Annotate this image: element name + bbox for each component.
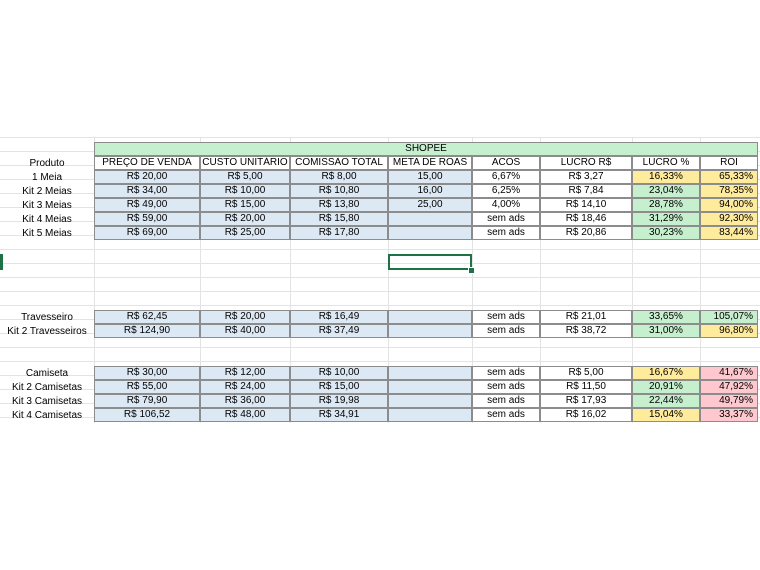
preco-de-venda-cell[interactable]: R$ 62,45: [94, 310, 200, 324]
custo-unitario-cell[interactable]: R$ 20,00: [200, 310, 290, 324]
meta-de-roas-cell[interactable]: [388, 408, 472, 422]
custo-unitario-cell[interactable]: R$ 48,00: [200, 408, 290, 422]
acos-cell[interactable]: sem ads: [472, 226, 540, 240]
roi-cell[interactable]: 105,07%: [700, 310, 758, 324]
acos-cell[interactable]: sem ads: [472, 380, 540, 394]
active-row-indicator: [0, 254, 3, 270]
roi-cell[interactable]: 47,92%: [700, 380, 758, 394]
comissao-total-cell[interactable]: R$ 13,80: [290, 198, 388, 212]
meta-de-roas-cell[interactable]: 16,00: [388, 184, 472, 198]
lucro-reais-cell[interactable]: R$ 20,86: [540, 226, 632, 240]
gridline: [0, 249, 760, 250]
header-roi[interactable]: ROI: [700, 156, 758, 170]
product-name-cell[interactable]: Travesseiro: [21, 311, 73, 323]
header-acos[interactable]: ACOS: [472, 156, 540, 170]
meta-de-roas-cell[interactable]: 15,00: [388, 170, 472, 184]
comissao-total-cell[interactable]: R$ 10,00: [290, 366, 388, 380]
acos-cell[interactable]: sem ads: [472, 394, 540, 408]
meta-de-roas-cell[interactable]: 25,00: [388, 198, 472, 212]
lucro-percent-cell[interactable]: 30,23%: [632, 226, 700, 240]
lucro-reais-cell[interactable]: R$ 5,00: [540, 366, 632, 380]
shopee-banner[interactable]: SHOPEE: [94, 142, 758, 156]
custo-unitario-cell[interactable]: R$ 24,00: [200, 380, 290, 394]
comissao-total-cell[interactable]: R$ 34,91: [290, 408, 388, 422]
meta-de-roas-cell[interactable]: [388, 226, 472, 240]
roi-cell[interactable]: 96,80%: [700, 324, 758, 338]
meta-de-roas-cell[interactable]: [388, 380, 472, 394]
preco-de-venda-cell[interactable]: R$ 20,00: [94, 170, 200, 184]
meta-de-roas-cell[interactable]: [388, 310, 472, 324]
gridline: [0, 277, 760, 278]
lucro-reais-cell[interactable]: R$ 18,46: [540, 212, 632, 226]
preco-de-venda-cell[interactable]: R$ 55,00: [94, 380, 200, 394]
active-cell-selection[interactable]: [388, 254, 472, 270]
lucro-percent-cell[interactable]: 16,33%: [632, 170, 700, 184]
lucro-percent-cell[interactable]: 28,78%: [632, 198, 700, 212]
acos-cell[interactable]: sem ads: [472, 310, 540, 324]
roi-cell[interactable]: 49,79%: [700, 394, 758, 408]
roi-cell[interactable]: 92,30%: [700, 212, 758, 226]
comissao-total-cell[interactable]: R$ 15,80: [290, 212, 388, 226]
lucro-percent-cell[interactable]: 16,67%: [632, 366, 700, 380]
acos-cell[interactable]: 6,67%: [472, 170, 540, 184]
comissao-total-cell[interactable]: R$ 19,98: [290, 394, 388, 408]
gridline: [0, 361, 760, 362]
custo-unitario-cell[interactable]: R$ 20,00: [200, 212, 290, 226]
roi-cell[interactable]: 78,35%: [700, 184, 758, 198]
product-name-cell[interactable]: Kit 5 Meias: [22, 227, 72, 239]
comissao-total-cell[interactable]: R$ 17,80: [290, 226, 388, 240]
preco-de-venda-cell[interactable]: R$ 59,00: [94, 212, 200, 226]
header-preco-de-venda[interactable]: PREÇO DE VENDA: [94, 156, 200, 170]
product-name-cell[interactable]: Kit 2 Travesseiros: [7, 325, 87, 337]
gridline: [0, 137, 760, 138]
preco-de-venda-cell[interactable]: R$ 30,00: [94, 366, 200, 380]
preco-de-venda-cell[interactable]: R$ 124,90: [94, 324, 200, 338]
comissao-total-cell[interactable]: R$ 37,49: [290, 324, 388, 338]
meta-de-roas-cell[interactable]: [388, 366, 472, 380]
comissao-total-cell[interactable]: R$ 15,00: [290, 380, 388, 394]
product-name-cell[interactable]: Kit 3 Camisetas: [11, 395, 83, 407]
custo-unitario-cell[interactable]: R$ 25,00: [200, 226, 290, 240]
acos-cell[interactable]: sem ads: [472, 212, 540, 226]
lucro-percent-cell[interactable]: 15,04%: [632, 408, 700, 422]
product-name-cell[interactable]: Camiseta: [25, 367, 69, 379]
header-comissao-total[interactable]: COMISSÃO TOTAL: [290, 156, 388, 170]
preco-de-venda-cell[interactable]: R$ 69,00: [94, 226, 200, 240]
roi-cell[interactable]: 41,67%: [700, 366, 758, 380]
lucro-reais-cell[interactable]: R$ 17,93: [540, 394, 632, 408]
roi-cell[interactable]: 94,00%: [700, 198, 758, 212]
lucro-percent-cell[interactable]: 31,29%: [632, 212, 700, 226]
lucro-percent-cell[interactable]: 22,44%: [632, 394, 700, 408]
lucro-reais-cell[interactable]: R$ 21,01: [540, 310, 632, 324]
comissao-total-cell[interactable]: R$ 8,00: [290, 170, 388, 184]
acos-cell[interactable]: sem ads: [472, 366, 540, 380]
lucro-reais-cell[interactable]: R$ 7,84: [540, 184, 632, 198]
custo-unitario-cell[interactable]: R$ 10,00: [200, 184, 290, 198]
product-name-cell[interactable]: Kit 3 Meias: [22, 199, 72, 211]
product-name-cell[interactable]: Kit 2 Camisetas: [11, 381, 83, 393]
preco-de-venda-cell[interactable]: R$ 49,00: [94, 198, 200, 212]
roi-cell[interactable]: 83,44%: [700, 226, 758, 240]
preco-de-venda-cell[interactable]: R$ 106,52: [94, 408, 200, 422]
lucro-reais-cell[interactable]: R$ 11,50: [540, 380, 632, 394]
preco-de-venda-cell[interactable]: R$ 34,00: [94, 184, 200, 198]
header-lucro-percent[interactable]: LUCRO %: [632, 156, 700, 170]
header-meta-de-roas[interactable]: META DE ROAS: [388, 156, 472, 170]
lucro-percent-cell[interactable]: 31,00%: [632, 324, 700, 338]
meta-de-roas-cell[interactable]: [388, 394, 472, 408]
lucro-reais-cell[interactable]: R$ 14,10: [540, 198, 632, 212]
product-name-cell[interactable]: 1 Meia: [31, 171, 62, 183]
custo-unitario-cell[interactable]: R$ 36,00: [200, 394, 290, 408]
gridline: [0, 263, 760, 264]
lucro-reais-cell[interactable]: R$ 38,72: [540, 324, 632, 338]
roi-cell[interactable]: 65,33%: [700, 170, 758, 184]
product-name-cell[interactable]: Kit 4 Meias: [22, 213, 72, 225]
lucro-reais-cell[interactable]: R$ 3,27: [540, 170, 632, 184]
custo-unitario-cell[interactable]: R$ 15,00: [200, 198, 290, 212]
custo-unitario-cell[interactable]: R$ 12,00: [200, 366, 290, 380]
header-produto[interactable]: Produto: [29, 157, 65, 169]
product-name-cell[interactable]: Kit 2 Meias: [22, 185, 72, 197]
header-custo-unitario[interactable]: CUSTO UNITÁRIO: [200, 156, 290, 170]
acos-cell[interactable]: sem ads: [472, 408, 540, 422]
header-lucro-reais[interactable]: LUCRO R$: [540, 156, 632, 170]
roi-cell[interactable]: 33,37%: [700, 408, 758, 422]
acos-cell[interactable]: 6,25%: [472, 184, 540, 198]
gridline: [0, 305, 760, 306]
lucro-percent-cell[interactable]: 20,91%: [632, 380, 700, 394]
gridline: [0, 291, 760, 292]
preco-de-venda-cell[interactable]: R$ 79,90: [94, 394, 200, 408]
meta-de-roas-cell[interactable]: [388, 324, 472, 338]
comissao-total-cell[interactable]: R$ 16,49: [290, 310, 388, 324]
acos-cell[interactable]: sem ads: [472, 324, 540, 338]
custo-unitario-cell[interactable]: R$ 5,00: [200, 170, 290, 184]
acos-cell[interactable]: 4,00%: [472, 198, 540, 212]
custo-unitario-cell[interactable]: R$ 40,00: [200, 324, 290, 338]
lucro-percent-cell[interactable]: 23,04%: [632, 184, 700, 198]
comissao-total-cell[interactable]: R$ 10,80: [290, 184, 388, 198]
fill-handle[interactable]: [468, 267, 475, 274]
lucro-reais-cell[interactable]: R$ 16,02: [540, 408, 632, 422]
meta-de-roas-cell[interactable]: [388, 212, 472, 226]
product-name-cell[interactable]: Kit 4 Camisetas: [11, 409, 83, 421]
lucro-percent-cell[interactable]: 33,65%: [632, 310, 700, 324]
gridline: [0, 347, 760, 348]
